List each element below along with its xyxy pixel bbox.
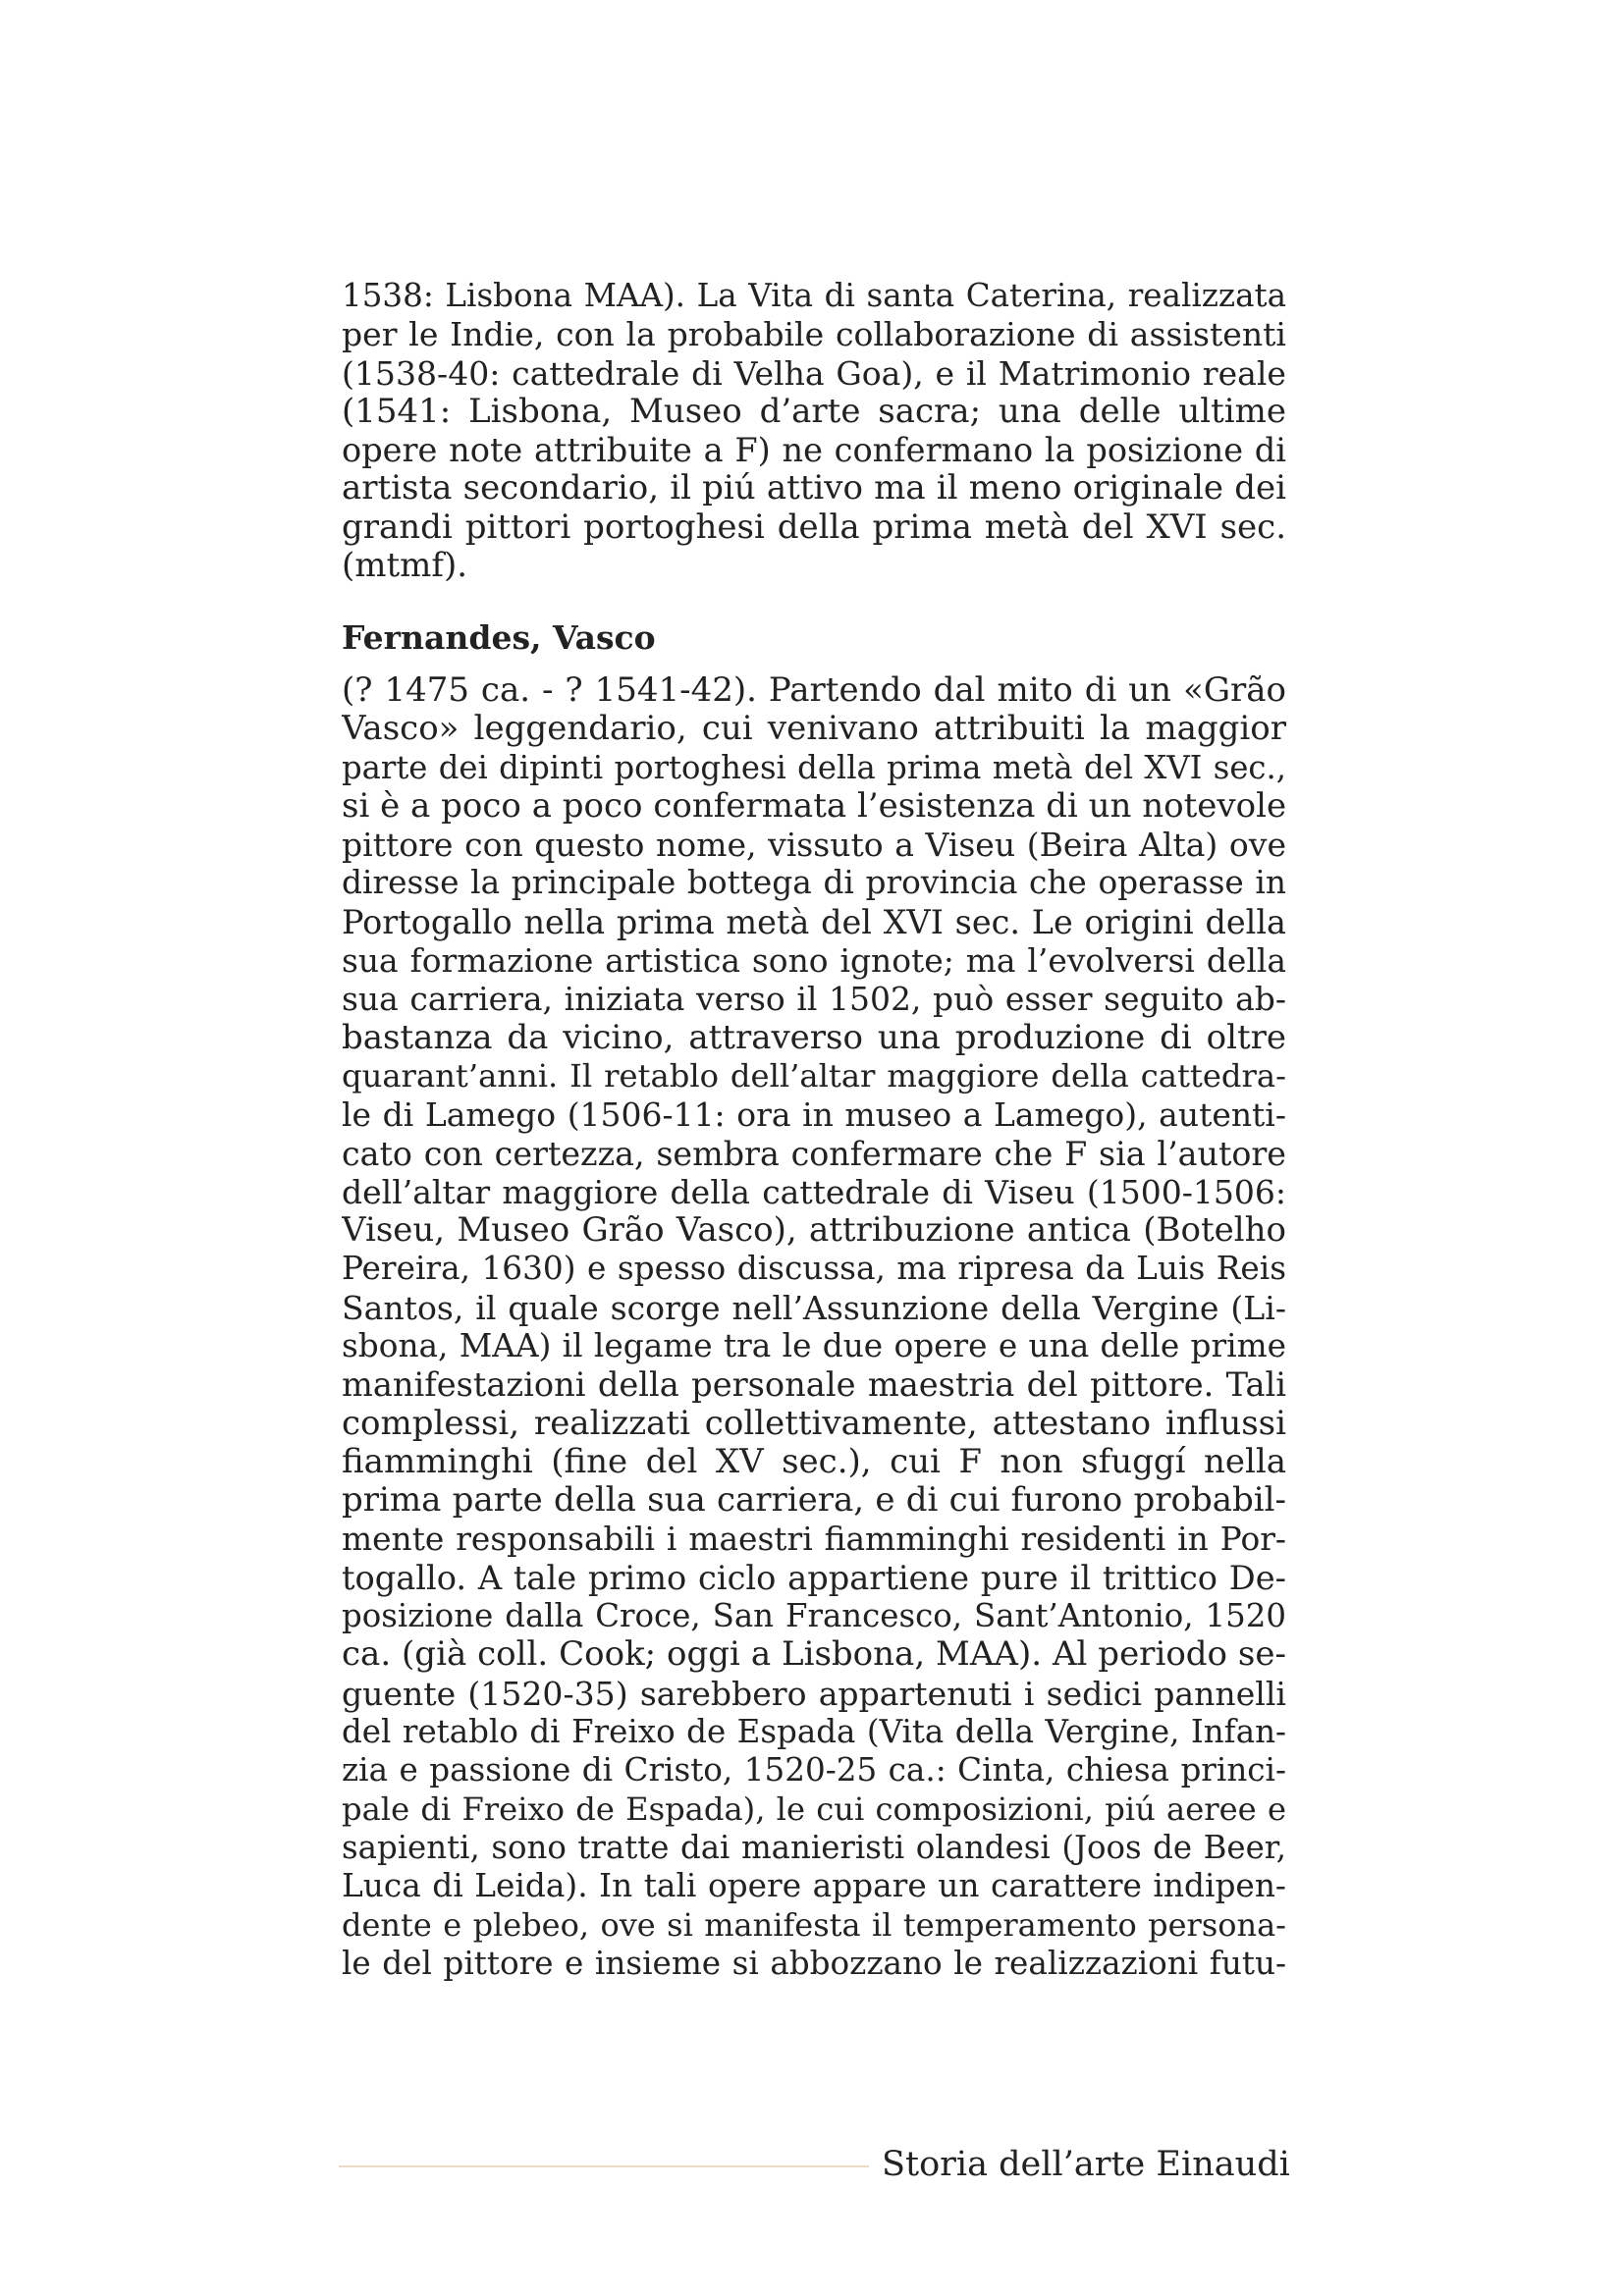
text-line: posizione dalla Croce, San Francesco, Sant’Antonio, 1520 [342, 1597, 1286, 1635]
text-line: pittore con questo nome, vissuto a Viseu (Beira Alta) ove [342, 826, 1286, 865]
text-line: dell’altar maggiore della cattedrale di Viseu (1500-1506: [342, 1172, 1286, 1211]
text-line: bastanza da vicino, attraverso una produzione di oltre [342, 1018, 1286, 1057]
text-line: guente (1520-35) sarebbero appartenuti i sedici pannelli [342, 1674, 1286, 1713]
text-line: Pereira, 1630) e spesso discussa, ma ripresa da Luis Reis [342, 1250, 1286, 1288]
text-line: opere note attribuite a F) ne confermano la posizione di [342, 431, 1286, 470]
text-line: togallo. A tale primo ciclo appartiene pure il trittico De- [342, 1558, 1286, 1597]
entry-heading: Fernandes, Vasco [342, 618, 656, 657]
text-line: Santos, il quale scorge nell’Assunzione della Vergine (Li- [342, 1288, 1286, 1327]
text-line: (? 1475 ca. - ? 1541-42). Partendo dal mito di un «Grão [342, 671, 1286, 710]
text-line: diresse la principale bottega di provincia che operasse in [342, 864, 1286, 902]
text-line: artista secondario, il piú attivo ma il meno originale dei [342, 469, 1286, 508]
text-line: prima parte della sua carriera, e di cui furono probabil- [342, 1481, 1286, 1521]
continuation-paragraph [342, 277, 1286, 585]
text-line: 1538: Lisbona MAA). La Vita di santa Caterina, realizzata [342, 277, 1286, 314]
text-line: si è a poco a poco confermata l’esistenza di un notevole [342, 786, 1286, 826]
text-line: dente e plebeo, ove si manifesta il temperamento persona- [342, 1905, 1286, 1944]
footer-divider [339, 2165, 869, 2167]
text-line: (mtmf). [342, 547, 468, 586]
text-line: sbona, MAA) il legame tra le due opere e una delle prime [342, 1327, 1286, 1365]
text-line: le del pittore e insieme si abbozzano le realizzazioni futu- [342, 1944, 1286, 1982]
text-line: mente responsabili i maestri fiamminghi residenti in Por- [342, 1520, 1286, 1558]
text-line: cato con certezza, sembra confermare che F sia l’autore [342, 1134, 1286, 1173]
text-line: del retablo di Freixo de Espada (Vita della Vergine, Infan- [342, 1713, 1286, 1751]
text-line: pale di Freixo de Espada), le cui composizioni, piú aeree e [342, 1789, 1286, 1828]
text-line: grandi pittori portoghesi della prima metà del XVI sec. [342, 507, 1286, 547]
entry-paragraph [342, 671, 1286, 1983]
text-line: sapienti, sono tratte dai manieristi olandesi (Joos de Beer, [342, 1828, 1286, 1866]
text-line: (1538-40: cattedrale di Velha Goa), e il Matrimonio reale [342, 353, 1286, 393]
text-line: manifestazioni della personale maestria del pittore. Tali [342, 1365, 1286, 1405]
text-line: Vasco» leggendario, cui venivano attribuiti la maggior [342, 710, 1286, 749]
text-line: Portogallo nella prima metà del XVI sec. Le origini della [342, 902, 1286, 941]
text-line: le di Lamego (1506-11: ora in museo a Lamego), autenti- [342, 1095, 1286, 1135]
text-line: zia e passione di Cristo, 1520-25 ca.: Cinta, chiesa princi- [342, 1751, 1286, 1789]
text-line: fiamminghi (fine del XV sec.), cui F non sfuggí nella [342, 1442, 1286, 1481]
text-line: Viseu, Museo Grão Vasco), attribuzione antica (Botelho [342, 1211, 1286, 1251]
text-line: quarant’anni. Il retablo dell’altar maggiore della cattedra- [342, 1056, 1286, 1095]
text-line: parte dei dipinti portoghesi della prima metà del XVI sec., [342, 748, 1286, 786]
text-line: per le Indie, con la probabile collaborazione di assistenti [342, 315, 1286, 354]
text-line: complessi, realizzati collettivamente, attestano influssi [342, 1404, 1286, 1443]
text-line: ca. (già coll. Cook; oggi a Lisbona, MAA). Al periodo se- [342, 1635, 1286, 1675]
text-line: (1541: Lisbona, Museo d’arte sacra; una delle ultime [342, 392, 1286, 431]
text-line: sua carriera, iniziata verso il 1502, può esser seguito ab- [342, 980, 1286, 1019]
footer-publisher: Storia dell’arte Einaudi [882, 2144, 1290, 2184]
text-line: Luca di Leida). In tali opere appare un carattere indipen- [342, 1867, 1286, 1905]
text-line: sua formazione artistica sono ignote; ma l’evolversi della [342, 941, 1286, 981]
